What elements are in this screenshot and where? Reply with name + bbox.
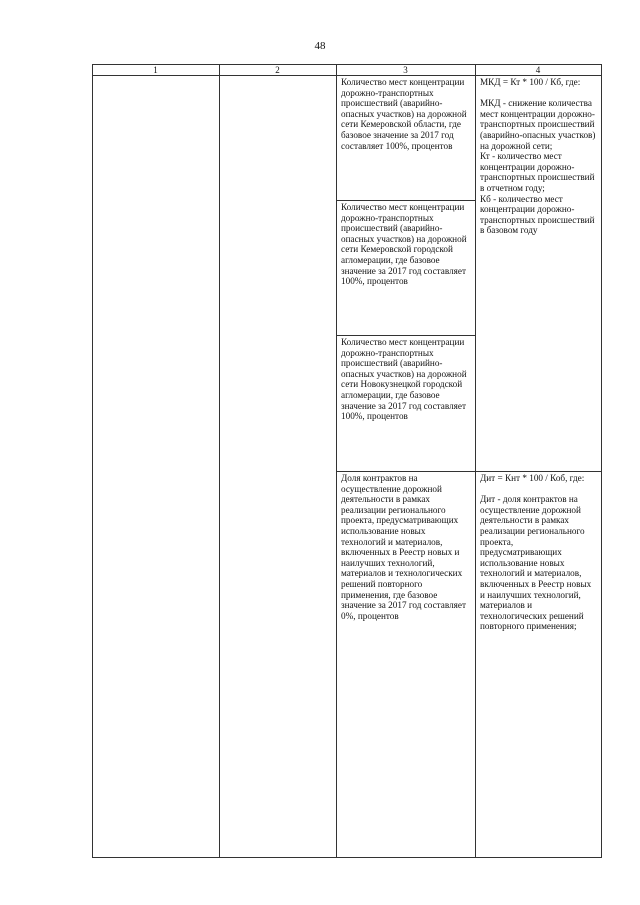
indicator-cell-3: Количество мест концентрации дорожно-транспортных происшествий (аварийно-опасных участков) на дорожной сети Новокузнецкой городской агломерации, где базовое значение за 2017 год составляет 100%, процентов: [341, 337, 467, 422]
indicator-table: [92, 64, 602, 858]
formula-dit: Дит = Кнт * 100 / Коб, где:: [480, 473, 585, 483]
column-divider-1: [219, 64, 220, 858]
row-divider-main: [336, 471, 602, 472]
table-border-left: [92, 64, 93, 858]
column-divider-3: [475, 64, 476, 858]
header-col-2: 2: [275, 65, 280, 75]
header-row-divider: [92, 75, 602, 76]
table-border-right: [601, 64, 602, 858]
table-border-bottom: [92, 857, 602, 858]
header-col-1: 1: [153, 65, 158, 75]
definition-kt: Кт - количество мест концентрации дорожно-транспортных происшествий в отчетном году;: [480, 151, 595, 193]
header-col-3: 3: [403, 65, 408, 75]
column-divider-2: [336, 64, 337, 858]
header-col-4: 4: [535, 65, 541, 75]
indicator-cell-1: Количество мест концентрации дорожно-транспортных происшествий (аварийно-опасных участков) на дорожной сети Кемеровской области, где базовое значение за 2017 год составляет 100%, процентов: [341, 77, 467, 151]
definition-mkd: МКД - снижение количества мест концентрации дорожно-транспортных происшествий (аварийно-опасных участков) на дорожной сети;: [480, 98, 596, 151]
page-number: 48: [314, 40, 326, 52]
row-divider-col3-b: [336, 335, 475, 336]
definition-dit: Дит - доля контрактов на осуществление дорожной деятельности в рамках реализации регионального проекта, предусматривающих использование новых технологий и материалов, включенных в Реестр новых и наилучших технологий, материалов и технологических решений повторного применения;: [480, 494, 592, 632]
formula-mkd: МКД = Кт * 100 / Кб, где:: [480, 77, 581, 87]
formula-cell-2: [480, 473, 597, 853]
definition-kb: Кб - количество мест концентрации дорожно-транспортных происшествий в базовом году: [480, 193, 595, 236]
indicator-cell-4: Доля контрактов на осуществление дорожной деятельности в рамках реализации регионального проекта, предусматривающих использование новых технологий и материалов, включенных в Реестр новых и наилучших технологий, материалов и технологических решений повторного применения, где базовое значение за 2017 год составляет 0%, процентов: [341, 473, 466, 621]
indicator-cell-2: Количество мест концентрации дорожно-транспортных происшествий (аварийно-опасных участков) на дорожной сети Кемеровской городской агломерации, где базовое значение за 2017 год составляет 100%, процентов: [341, 202, 467, 287]
formula-cell-1: [480, 77, 597, 469]
row-divider-col3-a: [336, 200, 475, 201]
